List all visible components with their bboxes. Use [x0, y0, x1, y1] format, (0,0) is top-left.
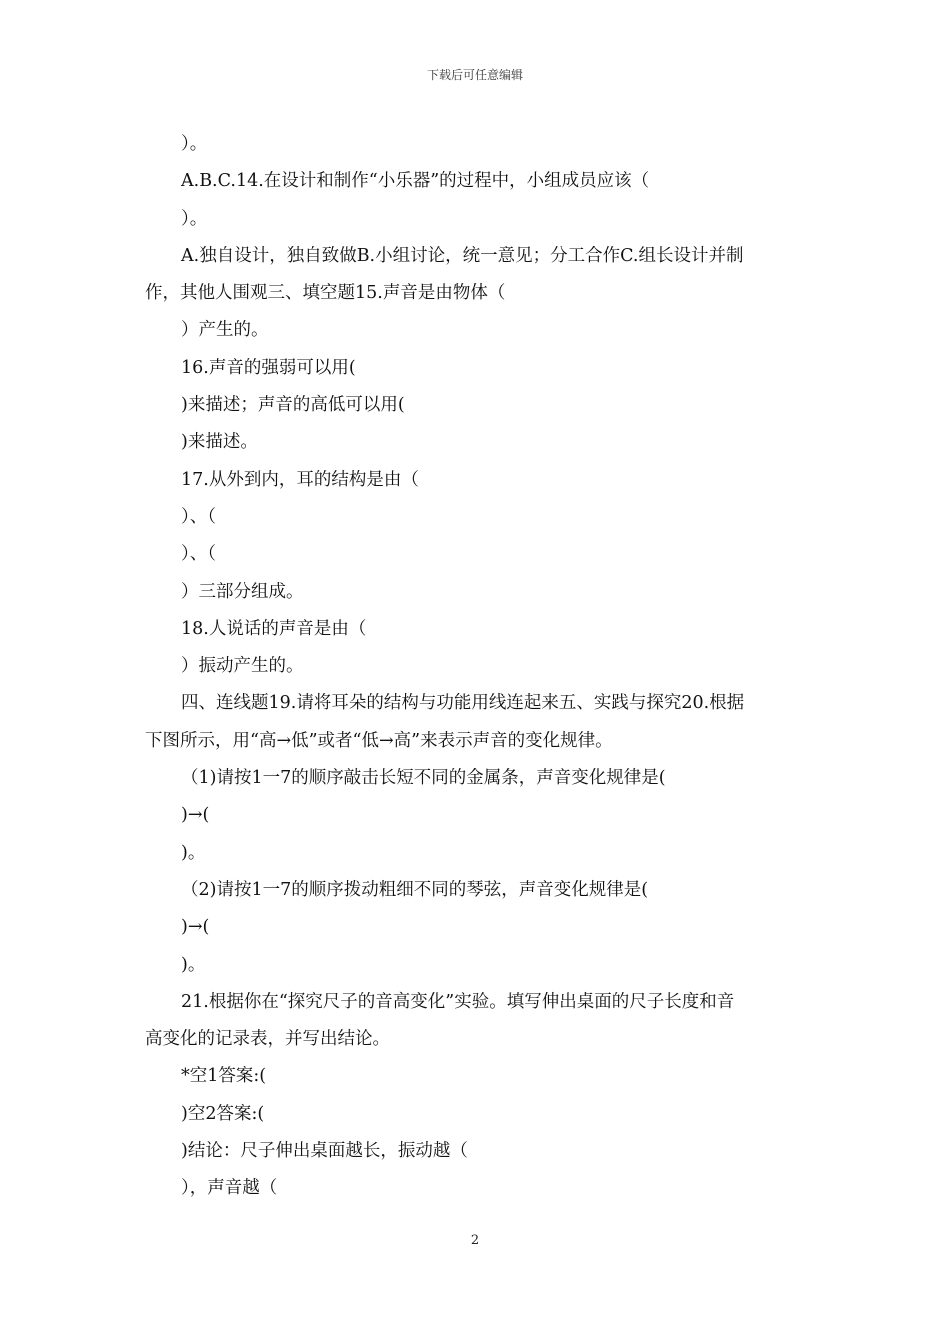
text-line: ）三部分组成。	[181, 581, 304, 602]
text-line: )→(	[181, 805, 210, 826]
text-line: 作，其他人围观三、填空题15.声音是由物体（	[145, 283, 506, 304]
text-line: )。	[181, 842, 206, 863]
text-line: 16.声音的强弱可以用(	[181, 357, 356, 378]
text-line: （1)请按1一7的顺序敲击长短不同的金属条，声音变化规律是(	[181, 768, 666, 789]
text-line: )结论：尺子伸出桌面越长，振动越（	[181, 1141, 468, 1162]
page-header: 下载后可任意编辑	[426, 68, 523, 82]
text-line: ）、（	[181, 506, 216, 527]
text-line: ）振动产生的。	[181, 656, 304, 677]
page-number: 2	[470, 1233, 480, 1248]
text-line: )来描述；声音的高低可以用(	[181, 395, 405, 416]
document-body	[145, 126, 810, 1208]
text-line: 高变化的记录表，并写出结论。	[145, 1029, 390, 1050]
text-line: 四、连线题19.请将耳朵的结构与功能用线连起来五、实践与探究20.根据	[181, 693, 745, 714]
text-line: 下图所示，用“高→低”或者“低→高”来表示声音的变化规律。	[145, 730, 613, 751]
text-line: （2)请按1一7的顺序拨动粗细不同的琴弦，声音变化规律是(	[181, 879, 649, 900]
text-line: ）。	[181, 208, 208, 229]
text-line: )。	[181, 954, 206, 975]
text-line: ）、（	[181, 544, 216, 565]
text-line: )→(	[181, 917, 210, 938]
text-line: A.独自设计，独自致做B.小组讨论，统一意见；分工合作C.组长设计并制	[181, 245, 744, 266]
text-line: A.B.C.14.在设计和制作“小乐器”的过程中，小组成员应该（	[181, 171, 650, 192]
text-line: *空1答案:(	[181, 1066, 267, 1087]
text-line: 18.人说话的声音是由（	[181, 618, 367, 639]
text-line: ）产生的。	[181, 320, 269, 341]
text-line: 17.从外到内，耳的结构是由（	[181, 469, 419, 490]
text-line: )空2答案:(	[181, 1103, 265, 1124]
text-line: )来描述。	[181, 432, 258, 453]
text-line: 21.根据你在“探究尺子的音高变化”实验。填写伸出桌面的尺子长度和音	[181, 991, 735, 1012]
text-line: ）。	[181, 134, 208, 154]
text-line: ），声音越（	[181, 1178, 278, 1199]
